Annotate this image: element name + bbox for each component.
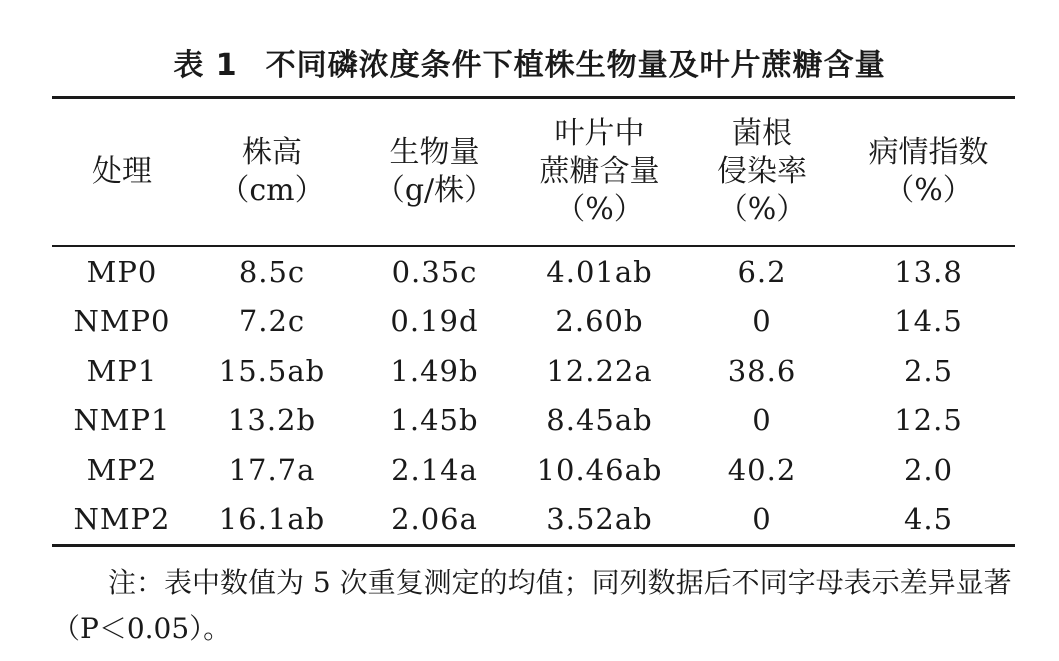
table-cell-treatment: MP0 <box>86 254 158 289</box>
table-cell-treatment: NMP1 <box>73 403 171 438</box>
table-title <box>0 40 1059 84</box>
table-cell-plant-height: 16.1ab <box>218 502 326 537</box>
table-cell-biomass: 2.06a <box>391 502 478 537</box>
table-cell-treatment: NMP0 <box>73 304 171 339</box>
table-cell-disease-index: 2.5 <box>903 353 954 388</box>
column-header-mycorrhizal-colonization <box>682 99 842 245</box>
table-cell-disease-index: 13.8 <box>894 254 963 289</box>
table-cell-leaf-sucrose: 3.52ab <box>546 502 653 537</box>
data-table <box>52 99 1015 544</box>
column-header-leaf-sucrose <box>517 99 682 245</box>
column-header-line: （cm） <box>219 173 325 208</box>
column-header-biomass <box>352 99 517 245</box>
table-cell-biomass: 0.35c <box>391 254 478 289</box>
column-header-line: 叶片中 <box>554 116 645 151</box>
table-cell-plant-height: 15.5ab <box>218 353 326 388</box>
table-cell-plant-height: 8.5c <box>238 254 306 289</box>
table-cell-disease-index: 4.5 <box>903 502 954 537</box>
table-cell-biomass: 1.45b <box>390 403 479 438</box>
column-header-line: 处理 <box>92 154 152 189</box>
table-cell-mycorrhizal-colonization: 0 <box>752 502 772 537</box>
column-header-disease-index <box>842 99 1015 245</box>
table-cell-plant-height: 7.2c <box>238 304 306 339</box>
table-body <box>52 245 1015 544</box>
column-header-line: （%） <box>555 192 644 227</box>
table-cell-biomass: 1.49b <box>390 353 479 388</box>
table-row <box>52 445 1015 495</box>
column-header-line: （%） <box>884 173 973 208</box>
table-cell-mycorrhizal-colonization: 6.2 <box>737 254 787 289</box>
column-header-line: （%） <box>717 192 807 227</box>
table-row <box>52 297 1015 347</box>
table-cell-leaf-sucrose: 4.01ab <box>546 254 653 289</box>
table-row <box>52 346 1015 396</box>
table-title-text: 不同磷浓度条件下植株生物量及叶片蔗糖含量 <box>265 48 886 83</box>
table-note: 注：表中数值为 5 次重复测定的均值；同列数据后不同字母表示差异显著（P＜0.05）。 <box>52 566 1012 645</box>
table-cell-leaf-sucrose: 8.45ab <box>546 403 653 438</box>
table-cell-treatment: MP2 <box>86 452 158 487</box>
table-row <box>52 396 1015 446</box>
column-header-plant-height <box>192 99 352 245</box>
table-cell-plant-height: 13.2b <box>227 403 317 438</box>
table-cell-leaf-sucrose: 12.22a <box>546 353 653 388</box>
column-header-line: （g/株） <box>374 173 495 208</box>
column-header-line: 生物量 <box>389 135 480 170</box>
table-cell-treatment: NMP2 <box>73 502 171 537</box>
column-header-line: 株高 <box>242 135 302 170</box>
table-cell-treatment: MP1 <box>86 353 158 388</box>
table-cell-mycorrhizal-colonization: 0 <box>752 304 772 339</box>
table-cell-mycorrhizal-colonization: 38.6 <box>727 353 797 388</box>
table-cell-plant-height: 17.7a <box>228 452 316 487</box>
table-row <box>52 495 1015 545</box>
table-cell-mycorrhizal-colonization: 0 <box>752 403 772 438</box>
table-cell-biomass: 2.14a <box>391 452 478 487</box>
table-cell-disease-index: 12.5 <box>894 403 963 438</box>
table-cell-disease-index: 14.5 <box>894 304 963 339</box>
table-number: 表 1 <box>173 48 238 83</box>
table-cell-biomass: 0.19d <box>390 304 479 339</box>
table-cell-mycorrhizal-colonization: 40.2 <box>727 452 797 487</box>
table-cell-disease-index: 2.0 <box>903 452 954 487</box>
table-cell-leaf-sucrose: 2.60b <box>555 304 644 339</box>
column-header-line: 蔗糖含量 <box>539 154 660 189</box>
column-header-line: 菌根 <box>732 116 792 151</box>
table-bottom-rule <box>52 544 1015 547</box>
table-header-row <box>52 99 1015 245</box>
column-header-line: 侵染率 <box>717 154 807 189</box>
column-header-line: 病情指数 <box>868 135 989 170</box>
column-header-treatment <box>52 99 192 245</box>
table-row <box>52 245 1015 297</box>
table-cell-leaf-sucrose: 10.46ab <box>536 452 663 487</box>
